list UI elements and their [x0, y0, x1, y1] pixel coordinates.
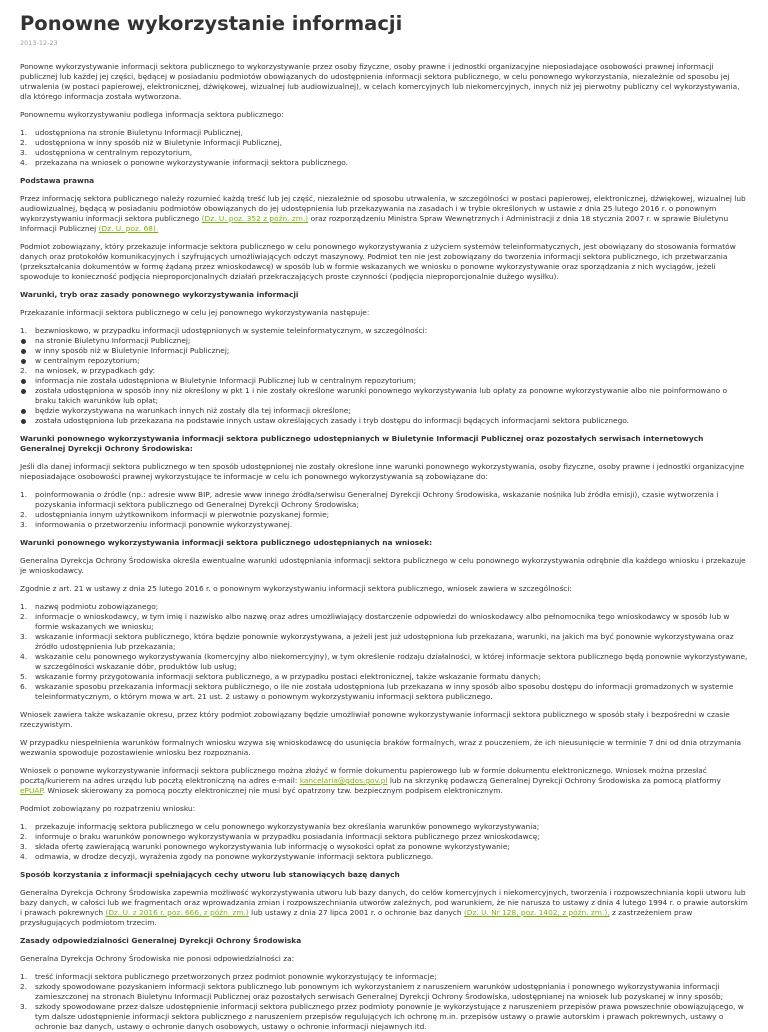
law-link-2[interactable]: (Dz. U. poz. 68). [98, 224, 159, 233]
subject-list [20, 128, 748, 168]
list-item: 2. udostępniania innym użytkownikom informacji w pierwotnie pozyskanej formie; [20, 510, 330, 519]
section-heading-legal: Podstawa prawna [20, 176, 95, 185]
list-item: 4. odmawia, w drodze decyzji, wyrażenia zgody na ponowne wykorzystywanie informacji sektora publicznego. [20, 852, 434, 861]
section-heading-request: Warunki ponownego wykorzystywania informacji sektora publicznego udostępnianych na wniosek: [20, 538, 433, 547]
list-item: 3. udostępniona w centralnym repozytorium, [20, 148, 193, 157]
obliged-paragraph: Podmiot zobowiązany, który przekazuje informacje sektora publicznego w celu ponownego wykorzystywania z użyciem systemów teleinformatycznych, jest obowiązany do stosowania formatów danych oraz protokołów komunikacyjnych i szyfrujących umożliwiających odczyt maszynowy. Podmiot ten nie jest zobowiązany do tworzenia informacji sektora publicznego, ich przetwarzania (przekształcania dokumentów w formę żądaną przez wnioskodawcę) w sposób lub w formie wskazanych we wniosku o ponowne wykorzystywanie oraz sporządzania z nich wyciągów, jeżeli spowoduje to konieczność podjęcia nieproporcjonalnych działań przekraczających proste czynności (podjęcia nieproporcjonalnie dużego wysiłku). [20, 242, 736, 281]
list-item: 3. informowania o przetworzeniu informacji ponownie wykorzystywanej. [20, 520, 293, 529]
intro-paragraph: Ponowne wykorzystywanie informacji sektora publicznego to wykorzystywanie przez osoby fizyczne, osoby prawne i jednostki organizacyjne nieposiadające osobowości prawnej informacji publicznej lub każdej jej części, będącej w posiadaniu podmiotów obowiązanych do udostępnienia informacji sektora publicznego, w celu ponownego wykorzystania, niezależnie od sposobu jej utrwalenia (w postaci papierowej, elektronicznej, dźwiękowej, wizualnej lub audiowizualnej), w celach komercyjnych lub niekomercyjnych, innych niż jej pierwotny publiczny cel wykorzystywania, dla którego informacja została wytworzona. [20, 62, 740, 101]
bullet-icon [21, 379, 26, 384]
bip-list [20, 490, 748, 530]
law-link-4[interactable]: (Dz. U. Nr 128, poz. 1402, z późn. zm.), [463, 908, 610, 917]
list-item: na stronie Biuletynu Informacji Publicznej; [20, 336, 748, 346]
conditions-intro: Przekazanie informacji sektora publicznego w celu jej ponownego wykorzystywania następuje: [20, 308, 370, 317]
liability-list [20, 972, 748, 1032]
list-item: informacja nie została udostępniona w Biuletynie Informacji Publicznej lub w centralnym repozytorium; [20, 376, 748, 386]
list-item: będzie wykorzystywana na warunkach innych niż zostały dla tej informacji określone; [20, 406, 748, 416]
page-title: Ponowne wykorzystanie informacji [20, 12, 403, 35]
request-paragraph-2: Zgodnie z art. 21 w ustawy z dnia 25 lutego 2016 r. o ponownym wykorzystywaniu informacji sektora publicznego, wniosek zawiera w szczególności: [20, 584, 572, 593]
list-item: 2. szkody spowodowane pozyskaniem informacji sektora publicznego lub ponownym ich wykorzystaniem z naruszeniem warunków udostępniania i ponownego wykorzystywania informacji zamieszczonej na stronach Biuletynu Informacji Publicznej oraz pozostałych serwisach Generalnej Dyrekcji Ochrony Środowiska, udostępnianej na wniosek lub pozyskanej w inny sposób; [20, 982, 724, 1001]
request-paragraph-1: Generalna Dyrekcja Ochrony Środowiska określa ewentualne warunki udostępniania informacji sektora publicznego w celu ponownego wykorzystywania odrębnie dla każdego wniosku i przekazuje je wnioskodawcy. [20, 556, 746, 575]
request-paragraph-6: Podmiot zobowiązany po rozpatrzeniu wniosku: [20, 804, 196, 813]
bullet-icon [21, 389, 26, 394]
list-item: 1. udostępniona na stronie Biuletynu Informacji Publicznej, [20, 128, 243, 137]
list-item: 1. przekazuje informację sektora publicznego w celu ponownego wykorzystywania bez określania warunków ponownego wykorzystywania; [20, 822, 540, 831]
bullet-icon [21, 419, 26, 424]
section-heading-bip: Warunki ponownego wykorzystywania informacji sektora publicznego udostępnianych w Biuletynie Informacji Publicznej oraz pozostałych serwisach internetowych Generalnej Dyrekcji Ochrony Środowiska: [20, 434, 704, 453]
bip-paragraph: Jeśli dla danej informacji sektora publicznego w ten sposób udostępnionej nie zostały określone inne warunki ponownego wykorzystywania, osoby fizyczne, osoby prawne i jednostki organizacyjne nieposiadające osobowości prawnej wykorzystujące te informacje w celu ich ponownego wykorzystywania są zobowiązane do: [20, 462, 745, 481]
law-link-1[interactable]: (Dz. U. poz. 352 z późn. zm.) [201, 214, 309, 223]
list-item: 2. informacje o wnioskodawcy, w tym imię i nazwisko albo nazwę oraz adres umożliwiający dostarczenie odpowiedzi do wnioskodawcy albo pełnomocnika tego wnioskodawcy w sposób lub w formie wskazanych we wniosku; [20, 612, 730, 631]
section-heading-liability: Zasady odpowiedzialności Generalnej Dyrekcji Ochrony Środowiska [20, 936, 302, 945]
list-item: 1. treść informacji sektora publicznego przetworzonych przez podmiot ponownie wykorzystujący te informacje; [20, 972, 437, 981]
list-number: 1. [20, 326, 28, 335]
law-link-3[interactable]: (Dz. U. z 2016 r. poz. 666, z późn. zm.) [105, 908, 249, 917]
legal-paragraph: Przez informację sektora publicznego należy rozumieć każdą treść lub jej część, niezależnie od sposobu utrwalenia, w szczególności w postaci papierowej, elektronicznej, dźwiękowej, wizualnej lub audiowizualnej, będącą w posiadaniu podmiotów obowiązanych do jej udostępnienia lub przekazywania na zasadach i w trybie określonych w ustawie z dnia 25 lutego 2016 r. o ponownym wykorzystywaniu informacji sektora publicznego (Dz. U. poz. 352 z późn. zm.) oraz rozporządzeniu Ministra Spraw Wewnętrznych i Administracji z dnia 18 stycznia 2007 r. w sprawie Biuletynu Informacji Publicznej (Dz. U. poz. 68). [20, 194, 746, 233]
list-item: 1. poinformowania o źródle (np.: adresie www BIP, adresie www innego źródła/serwisu Generalnej Dyrekcji Ochrony Środowiska, wskazanie nośnika lub źródła emisji), czasie wytworzenia i pozyskania informacji sektora publicznego od Generalnej Dyrekcji Ochrony Środowiska; [20, 490, 719, 509]
list-number: 2. [20, 366, 28, 375]
list-item: 3. składa ofertę zawierającą warunki ponownego wykorzystywania lub informację o wysokości opłat za ponowne wykorzystywanie; [20, 842, 510, 851]
list-item: 2. udostępniona w inny sposób niż w Biuletynie Informacji Publicznej, [20, 138, 282, 147]
subject-intro: Ponownemu wykorzystywaniu podlega informacja sektora publicznego: [20, 110, 284, 119]
request-paragraph-4: W przypadku niespełnienia warunków formalnych wniosku wzywa się wnioskodawcę do usunięcia braków formalnych, wraz z pouczeniem, że ich nieusunięcie w terminie 7 dni od dnia otrzymania wezwania spowoduje pozostawienie wniosku bez rozpoznania. [20, 738, 742, 757]
section-heading-database: Sposób korzystania z informacji spełniających cechy utworu lub stanowiących bazę danych [20, 870, 400, 879]
after-review-list [20, 822, 748, 862]
list-item: w centralnym repozytorium; [20, 356, 748, 366]
list-item: została udostępniona lub przekazana na podstawie innych ustaw określających zasady i tryb dostępu do informacji będących informacjami sektora publicznego. [20, 416, 748, 426]
list-item: 5. wskazanie formy przygotowania informacji sektora publicznego, a w przypadku postaci elektronicznej, także wskazanie formatu danych; [20, 672, 541, 681]
list-item: 6. wskazanie sposobu przekazania informacji sektora publicznego, o ile nie została udostępniona lub przekazana w inny sposób albo sposobu dostępu do informacji gromadzonych w systemie teleinformatycznym, o którym mowa w art. 21 ust. 2 ustawy o ponownym wykorzystywaniu informacji sektora publicznego. [20, 682, 734, 701]
list-item: 2. na wniosek, w przypadkach gdy: [20, 366, 156, 375]
list-item: 3. szkody spowodowane przez dalsze udostępnienie informacji sektora publicznego przez podmioty ponownie je wykorzystujące z naruszeniem przepisów prawa powszechnie obowiązującego, w tym dalsze udostępnienie informacji sektora publicznego z naruszeniem przepisów regulujących ich ochronę m.in. przepisów ustawy o prawie autorskim i prawach pokrewnych, ustawy o ochronie baz danych, ustawy o ochronie danych osobowych, ustawy o ochronie informacji niejawnych itd. [20, 1002, 744, 1031]
list-item: 2. informuje o braku warunków ponownego wykorzystywania w przypadku posiadania informacji sektora publicznego przez wnioskodawcę; [20, 832, 540, 841]
list-item: w inny sposób niż w Biuletynie Informacji Publicznej; [20, 346, 748, 356]
request-paragraph-5: Wniosek o ponowne wykorzystywanie informacji sektora publicznego można złożyć w formie dokumentu papierowego lub w formie dokumentu elektronicznego. Wniosek można przesłać pocztą/kurierem na adres urzędu lub pocztą elektroniczną na adres e-mail: kancelaria@gdos.gov.pl lub na skrzynkę podawczą Generalnej Dyrekcji Ochrony Środowiska za pomocą platformy ePUAP. Wniosek skierowany za pomocą poczty elektronicznej nie musi być opatrzony tzw. bezpiecznym podpisem elektronicznym. [20, 766, 721, 795]
request-paragraph-3: Wniosek zawiera także wskazanie okresu, przez który podmiot zobowiązany będzie umożliwiał ponowne wykorzystywanie informacji sektora publicznego w sposób stały i bezpośredni w czasie rzeczywistym. [20, 710, 730, 729]
list-item: 3. wskazanie informacji sektora publicznego, która będzie ponownie wykorzystywana, a jeżeli jest już udostępniona lub przekazana, warunki, na jakich ma być ponownie wykorzystywana oraz źródło udostępnienia lub przekazania; [20, 632, 734, 651]
list-item: 4. wskazanie celu ponownego wykorzystywania (komercyjny albo niekomercyjny), w tym określenie rodzaju działalności, w której informacje sektora publicznego będą ponownie wykorzystywane, w szczególności wskazanie dóbr, produktów lub usług; [20, 652, 748, 671]
section-heading-conditions: Warunki, tryb oraz zasady ponownego wykorzystywania informacji [20, 290, 299, 299]
bullet-icon [21, 339, 26, 344]
list-item: 4. przekazana na wniosek o ponowne wykorzystywanie informacji sektora publicznego. [20, 158, 349, 167]
database-paragraph: Generalna Dyrekcja Ochrony Środowiska zapewnia możliwość wykorzystywania utworu lub bazy danych, do celów komercyjnych i niekomercyjnych, tworzenia i rozpowszechniania kopii utworu lub bazy danych, w całości lub we fragmentach oraz wprowadzania zmian i rozpowszechniania utworów zależnych, pod warunkiem, że nie narusza to ustawy z dnia 4 lutego 1994 r. o prawie autorskim i prawach pokrewnych (Dz. U. z 2016 r. poz. 666, z późn. zm.) lub ustawy z dnia 27 lipca 2001 r. o ochronie baz danych (Dz. U. Nr 128, poz. 1402, z późn. zm.), z zastrzeżeniem praw przysługujących podmiotom trzecim. [20, 888, 748, 927]
list-item: została udostępniona w sposób inny niż określony w pkt 1 i nie zostały określone warunki ponownego wykorzystywania lub opłaty za ponowne wykorzystywanie albo nie poinformowano o braku takich warunków lub opłat; [20, 386, 748, 406]
liability-paragraph: Generalna Dyrekcja Ochrony Środowiska nie ponosi odpowiedzialności za: [20, 954, 295, 963]
list-item: 1. bezwnioskowo, w przypadku informacji udostępnionych w systemie teleinformatycznym, w szczególności: [20, 326, 428, 335]
list-item: 1. nazwę podmiotu zobowiązanego; [20, 602, 159, 611]
conditions-list [20, 326, 748, 426]
bullet-icon [21, 409, 26, 414]
bullet-icon [21, 349, 26, 354]
email-link[interactable]: kancelaria@gdos.gov.pl [299, 776, 388, 785]
bullet-icon [21, 359, 26, 364]
publish-date: 2013-12-23 [20, 39, 58, 47]
request-contents-list [20, 602, 748, 702]
epuap-link[interactable]: ePUAP [20, 786, 43, 795]
